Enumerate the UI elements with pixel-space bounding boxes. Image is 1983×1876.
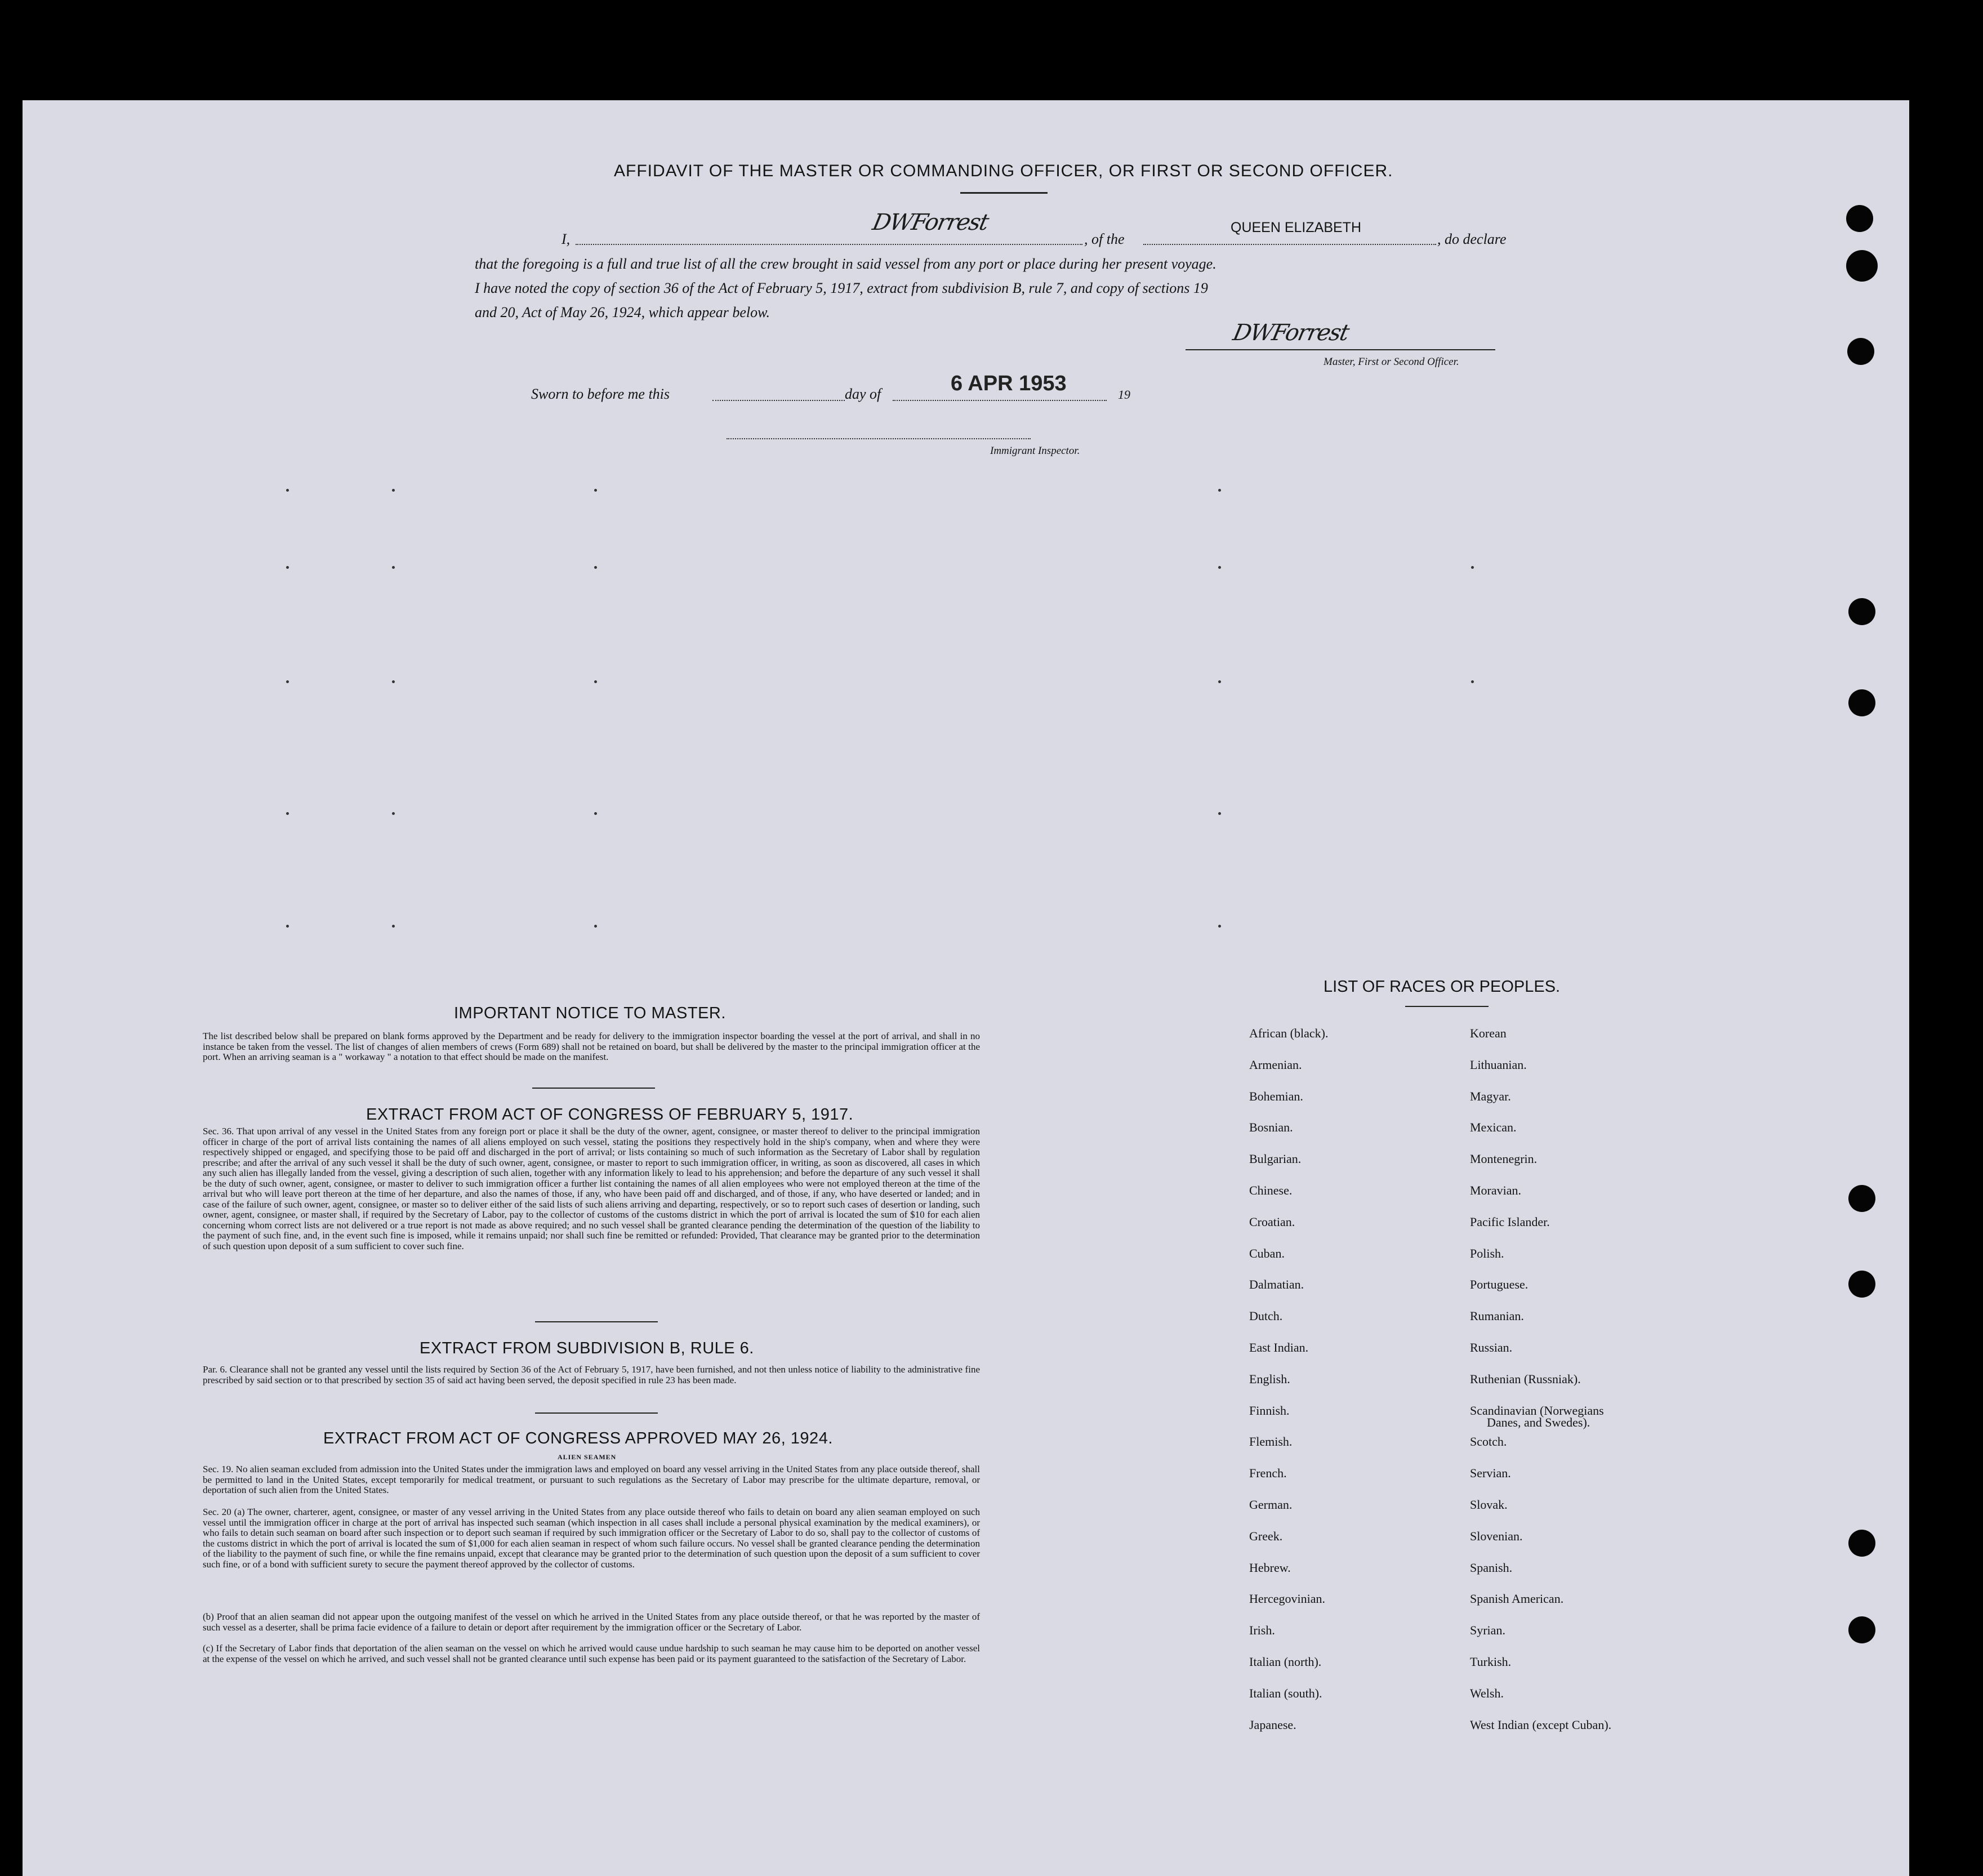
officer-title: Master, First or Second Officer.: [1324, 356, 1459, 368]
race-item: Croatian.: [1249, 1214, 1295, 1229]
race-item: Bosnian.: [1249, 1120, 1293, 1135]
vessel-line: [1143, 244, 1436, 245]
race-item: Portuguese.: [1470, 1277, 1529, 1292]
column-dot: [1218, 489, 1221, 492]
sec20b-text: (b) Proof that an alien seaman did not appear upon the outgoing manifest of the vessel on which he arrived in the United States from any place outside thereof, or that he was reported by the master of such vessel as a deserter, shall be prima facie evidence of a failure to detain or deport after requirement by the immigration officer or the Secretary of Labor.: [203, 1611, 980, 1633]
punch-hole: [1846, 250, 1878, 282]
race-item: Bulgarian.: [1249, 1152, 1302, 1166]
inspector-label: Immigrant Inspector.: [990, 445, 1080, 457]
race-item: French.: [1249, 1466, 1287, 1481]
extract-1917-divider: [535, 1321, 658, 1322]
column-dot: [286, 489, 289, 492]
column-dot: [286, 812, 289, 815]
race-item: Korean: [1470, 1026, 1507, 1040]
race-item: Magyar.: [1470, 1089, 1511, 1103]
column-dot: [286, 925, 289, 928]
column-dot: [1218, 812, 1221, 815]
race-item: Armenian.: [1249, 1057, 1302, 1072]
race-item: Russian.: [1470, 1340, 1513, 1354]
rule6-divider: [535, 1412, 658, 1414]
column-dot: [1218, 566, 1221, 569]
race-item: German.: [1249, 1498, 1293, 1512]
race-item: Ruthenian (Russniak).: [1470, 1371, 1581, 1386]
column-dot: [392, 925, 395, 928]
punch-hole: [1848, 598, 1875, 625]
extract-1924-title: EXTRACT FROM ACT OF CONGRESS APPROVED MAY 26, 1924.: [323, 1429, 833, 1447]
race-item: Slovenian.: [1470, 1529, 1523, 1543]
punch-hole: [1848, 1616, 1875, 1643]
sworn-label: Sworn to before me this: [531, 386, 670, 402]
affidavit-line-2: that the foregoing is a full and true list of all the crew brought in said vessel from any port or place during her present voyage.: [475, 256, 1216, 272]
name-line: [576, 244, 1082, 245]
day-line: [712, 400, 845, 401]
column-dot: [594, 680, 597, 683]
race-item-continuation: Danes, and Swedes).: [1487, 1415, 1590, 1429]
year-prefix: 19: [1118, 387, 1130, 402]
race-item: Pacific Islander.: [1470, 1214, 1550, 1229]
column-dot: [594, 566, 597, 569]
month-line: [893, 400, 1107, 401]
date-stamp: 6 APR 1953: [951, 372, 1067, 395]
officer-signature-line: [1186, 349, 1495, 350]
race-item: Flemish.: [1249, 1434, 1293, 1449]
column-dot: [392, 566, 395, 569]
race-item: Greek.: [1249, 1529, 1283, 1543]
race-item: African (black).: [1249, 1026, 1329, 1040]
punch-hole: [1848, 1185, 1875, 1212]
sec20a-text: Sec. 20 (a) The owner, charterer, agent, consignee, or master of any vessel arriving in the United States from any place outside thereof who fails to detain on board any alien seaman employed on such vessel until the immigration officer in charge at the port of arrival has inspected such seaman (which inspection in all cases shall include a personal physical examination by the medical examiners), or who fails to detain such seaman on board after such inspection or to deport such seaman if required by such immigration officer or the Secretary of Labor to do so, shall pay to the collector of customs of the customs district in which the port of arrival is located the sum of $1,000 for each alien seaman in respect of whom such failure occurs. No vessel shall be granted clearance pending the determination of the liability to the payment of such fine, or while the fine remains unpaid, except that clearance may be granted prior to the determination of such question upon the deposit of a sum sufficient to cover such fine, or of a bond with sufficient surety to secure the payment thereof approved by the collector of customs.: [203, 1507, 980, 1570]
race-item: Italian (north).: [1249, 1655, 1322, 1669]
races-title: LIST OF RACES OR PEOPLES.: [1324, 978, 1561, 996]
column-dot: [1471, 566, 1474, 569]
race-item: Slovak.: [1470, 1498, 1508, 1512]
race-item: Finnish.: [1249, 1403, 1290, 1418]
race-item: Spanish American.: [1470, 1592, 1564, 1606]
column-dot: [1218, 680, 1221, 683]
sec20c-text: (c) If the Secretary of Labor finds that deportation of the alien seaman on the vessel on which he arrived would cause undue hardship to such seaman he may cause him to be deported on another vessel at the expense of the vessel on which he arrived, and such vessel shall not be granted clearance until such expense has been paid or its payment guaranteed to the satisfaction of the Secretary of Labor.: [203, 1643, 980, 1664]
declare-label: , do declare: [1437, 231, 1507, 247]
race-item: Bohemian.: [1249, 1089, 1303, 1103]
race-item: Lithuanian.: [1470, 1057, 1527, 1072]
affidavit-title: AFFIDAVIT OF THE MASTER OR COMMANDING OFFICER, OR FIRST OR SECOND OFFICER.: [614, 162, 1393, 180]
document-sheet: [23, 100, 1909, 1876]
extract-1917-title: EXTRACT FROM ACT OF CONGRESS OF FEBRUARY 5, 1917.: [366, 1106, 854, 1124]
race-item: Mexican.: [1470, 1120, 1517, 1135]
column-dot: [594, 489, 597, 492]
column-dot: [594, 812, 597, 815]
notice-title: IMPORTANT NOTICE TO MASTER.: [454, 1004, 726, 1022]
column-dot: [392, 489, 395, 492]
punch-hole: [1848, 1530, 1875, 1557]
column-dot: [1218, 925, 1221, 928]
race-item: Welsh.: [1470, 1686, 1504, 1700]
race-item: Polish.: [1470, 1246, 1504, 1260]
of-the-label: , of the: [1084, 231, 1125, 247]
affidavit-line-4: and 20, Act of May 26, 1924, which appear below.: [475, 304, 770, 320]
affidavit-line-3: I have noted the copy of section 36 of the Act of February 5, 1917, extract from subdivision B, rule 7, and copy of sections 19: [475, 280, 1208, 296]
master-signature: DWForrest: [870, 210, 991, 235]
race-item: Syrian.: [1470, 1623, 1505, 1638]
race-item: Chinese.: [1249, 1183, 1293, 1197]
race-item: Irish.: [1249, 1623, 1275, 1638]
vessel-name: QUEEN ELIZABETH: [1231, 220, 1361, 235]
race-item: Dalmatian.: [1249, 1277, 1304, 1292]
rule6-title: EXTRACT FROM SUBDIVISION B, RULE 6.: [420, 1339, 754, 1357]
race-item: Servian.: [1470, 1466, 1511, 1481]
inspector-line: [727, 438, 1031, 439]
race-item: West Indian (except Cuban).: [1470, 1717, 1612, 1732]
race-item: Italian (south).: [1249, 1686, 1322, 1700]
day-of-label: day of: [845, 386, 881, 402]
notice-divider: [532, 1088, 655, 1089]
punch-hole: [1848, 1271, 1875, 1298]
race-item: Scandinavian (Norwegians: [1470, 1403, 1604, 1418]
column-dot: [594, 925, 597, 928]
race-item: English.: [1249, 1371, 1290, 1386]
sec19-text: Sec. 19. No alien seaman excluded from admission into the United States under the immigration laws and employed on board any vessel arriving in the United States from any place outside thereof, shall be permitted to land in the United States, except temporarily for medical treatment, or pursuant to such regulations as the Secretary of Labor may prescribe for the ultimate departure, removal, or deportation of such alien from the United States.: [203, 1464, 980, 1495]
race-item: Turkish.: [1470, 1655, 1512, 1669]
race-item: Scotch.: [1470, 1434, 1507, 1449]
punch-hole: [1847, 338, 1874, 365]
punch-hole: [1848, 689, 1875, 716]
column-dot: [286, 566, 289, 569]
race-item: Japanese.: [1249, 1717, 1296, 1732]
column-dot: [286, 680, 289, 683]
column-dot: [392, 812, 395, 815]
punch-hole: [1846, 205, 1873, 232]
title-underline: [960, 192, 1048, 194]
race-item: Cuban.: [1249, 1246, 1285, 1260]
notice-text: The list described below shall be prepared on blank forms approved by the Department and be ready for delivery to the immigration inspector boarding the vessel at the port of arrival, and shall in no instance be taken from the vessel. The list of changes of alien members of crews (Form 689) shall not be retained on board, but shall be delivered by the master to the principal immigration officer at the port. When an arriving seaman is a " workaway " a notation to that effect should be made on the manifest.: [203, 1031, 980, 1062]
extract-1917-text: Sec. 36. That upon arrival of any vessel in the United States from any foreign port or place it shall be the duty of the owner, agent, consignee, or master thereof to deliver to the principal immigration officer in charge of the port of arrival lists containing the names of all aliens employed on such vessel, stating the positions they respectively hold in the ship's company, when and where they were respectively shipped or engaged, and specifying those to be paid off and discharged in the port of arrival; or lists containing so much of such information as the Secretary of Labor shall by regulation prescribe; and after the arrival of any such vessel it shall be the duty of such owner, agent, consignee, or master to report to such immigration officer, in writing, as soon as discovered, all cases in which any such alien has illegally landed from the vessel, giving a description of such alien, together with any information likely to lead to his apprehension; and before the departure of any such vessel it shall be the duty of such owner, agent, consignee, or master to deliver to such immigration officer a further list containing the names of all alien employees who were not employed thereon at the time of the arrival but who will leave port thereon at the time of her departure, and also the names of those, if any, who have been paid off and discharged, and of those, if any, who have deserted or landed; and in case of the failure of such owner, agent, consignee, or master so to deliver either of the said lists of such aliens arriving and departing, respectively, or so to report such cases of desertion or landing, such owner, agent, consignee, or master shall, if required by the Secretary of Labor, pay to the collector of customs of the customs district in which the port of arrival is located the sum of $10 for each alien concerning whom correct lists are not delivered or a true report is not made as above required; and no such vessel shall be granted clearance pending the determination of the question of the liability to the payment of such fine, and, in the event such fine is imposed, while it remains unpaid; nor shall such fine be remitted or refunded: Provided, That clearance may be granted prior to the determination of such question upon deposit of a sum sufficient to cover such fine.: [203, 1126, 980, 1251]
race-item: Dutch.: [1249, 1309, 1283, 1324]
rule6-text: Par. 6. Clearance shall not be granted any vessel until the lists required by Section 36 of the Act of February 5, 1917, have been furnished, and not then unless notice of liability to the administrative fine prescribed by said section or to that prescribed by section 35 of said act having been served, the deposit specified in rule 23 has been made.: [203, 1364, 980, 1385]
race-item: Hebrew.: [1249, 1560, 1291, 1575]
race-item: Hercegovinian.: [1249, 1592, 1325, 1606]
race-item: Rumanian.: [1470, 1309, 1524, 1324]
race-item: Spanish.: [1470, 1560, 1513, 1575]
race-item: Montenegrin.: [1470, 1152, 1538, 1166]
i-label: I,: [562, 231, 571, 247]
alien-seamen-subheading: ALIEN SEAMEN: [558, 1453, 617, 1461]
officer-signature: DWForrest: [1231, 320, 1351, 346]
column-dot: [392, 680, 395, 683]
race-item: East Indian.: [1249, 1340, 1309, 1354]
column-dot: [1471, 680, 1474, 683]
race-item: Moravian.: [1470, 1183, 1522, 1197]
races-underline: [1405, 1006, 1489, 1007]
